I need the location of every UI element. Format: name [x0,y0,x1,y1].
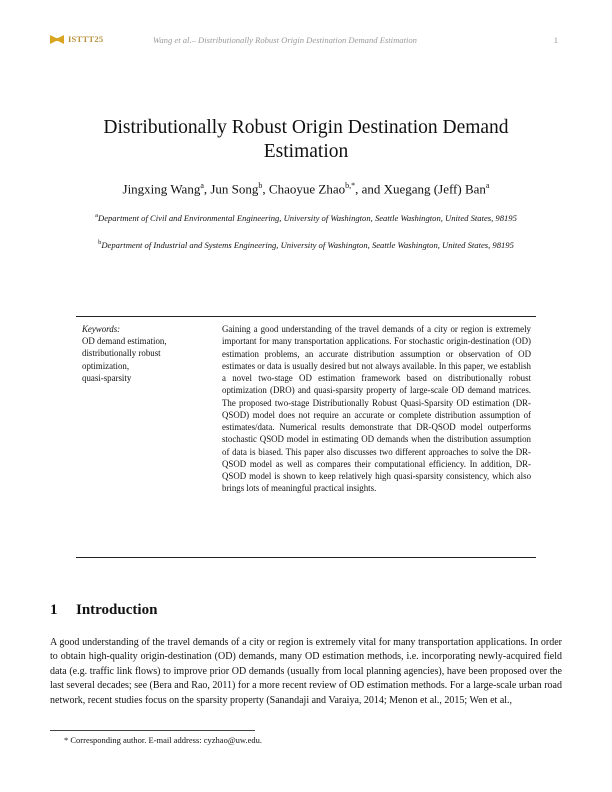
section-title: Introduction [76,602,158,618]
author-name: Xuegang (Jeff) Ban [383,181,486,197]
footnote-rule [50,730,255,731]
page-number: 1 [553,35,558,45]
keyword-item: OD demand estimation, [82,336,167,347]
keywords-label: Keywords: [82,324,121,334]
page-header [50,34,562,48]
author-affiliation-marker: a [200,181,204,190]
affiliation-b-text: Department of Industrial and Systems Engineering, University of Washington, Seattle Washington, United States, 98195 [101,239,514,250]
paper-title: Distributionally Robust Origin Destination Demand Estimation [103,117,509,162]
conference-logo [50,34,103,44]
author-affiliation-marker: b,* [345,181,356,190]
author-list: Jingxing Wang$^a$, Jun Song$^b$, Chaoyue Zhao$^{b,*}$, and Xuegang (Jeff) Ban$^a$ [122,181,490,197]
affiliation-a-text: Department of Civil and Environmental Engineering, University of Washington, Seattle Washington, United States, 98195 [97,212,517,223]
affiliation-a-marker: a [95,212,98,219]
bowtie-logo-icon [50,35,64,44]
keyword-item: quasi-sparsity [82,372,132,383]
abstract-text: Gaining a good understanding of the travel demands of a city or region is extremely important for many transportation applications. For stochastic origin-destination (OD) estimation problems, an accurate distribution assumption or observation of OD estimates or data is usually desired but not always available. In this paper, we establish a novel two-stage OD estimation framework based on distributionally robust optimization (DRO) and quasi-sparsity property of large-scale OD demand matrices. The proposed two-stage Distributionally Robust Quasi-Sparsity OD estimation (DR-QSOD) model does not require an accurate or complete distribution assumption of estimates/data. Numerical results demonstrate that DR-QSOD model outperforms stochastic QSOD model in estimating OD demands when the distribution assumption of data is biased. This paper also discusses two different approaches to solve the DR-QSOD model as well as compares their computational efficiency. In addition, DR-QSOD model is shown to keep relatively high quasi-sparsity consistency, which also brings lots of meaningful practical insights. [222,324,531,494]
abstract-box [76,316,536,558]
author-affiliation-marker: b [258,181,263,190]
footnote: * Corresponding author. E-mail address: cyzhao@uw.edu. [64,735,263,745]
intro-paragraph: A good understanding of the travel demands of a city or region is extremely vital for many transportation applications. In order to obtain high-quality origin-destination (OD) demands, many OD estimation methods, i.e. incorporating newly-acquired field data (e.g. traffic link flows) to improve prior OD demands (usually from local planning agencies), have been proposed over the last several decades; see (Bera and Rao, 2011) for a more recent review of OD estimation methods. For a large-scale urban road network, recent studies focus on the sparsity property (Sanandaji and Varaiya, 2014; Menon et al., 2015; Wen et al., [50,637,562,706]
section-heading [50,602,157,619]
affiliation-b-marker: b [98,239,102,246]
section-number: 1 [50,602,58,618]
author-name: Jingxing Wang [122,181,201,197]
affiliation-b [50,237,562,251]
affiliation-a [50,210,562,224]
author-affiliation-marker: a [485,181,490,190]
author-name: Chaoyue Zhao [268,181,346,197]
running-title: Wang et al.– Distributionally Robust Origin Destination Demand Estimation [153,35,417,45]
keyword-item: distributionally robust optimization, [82,348,161,371]
author-name: Jun Song [210,181,259,197]
keywords-block [82,323,202,384]
logo-text: ISTTT25 [68,34,104,44]
